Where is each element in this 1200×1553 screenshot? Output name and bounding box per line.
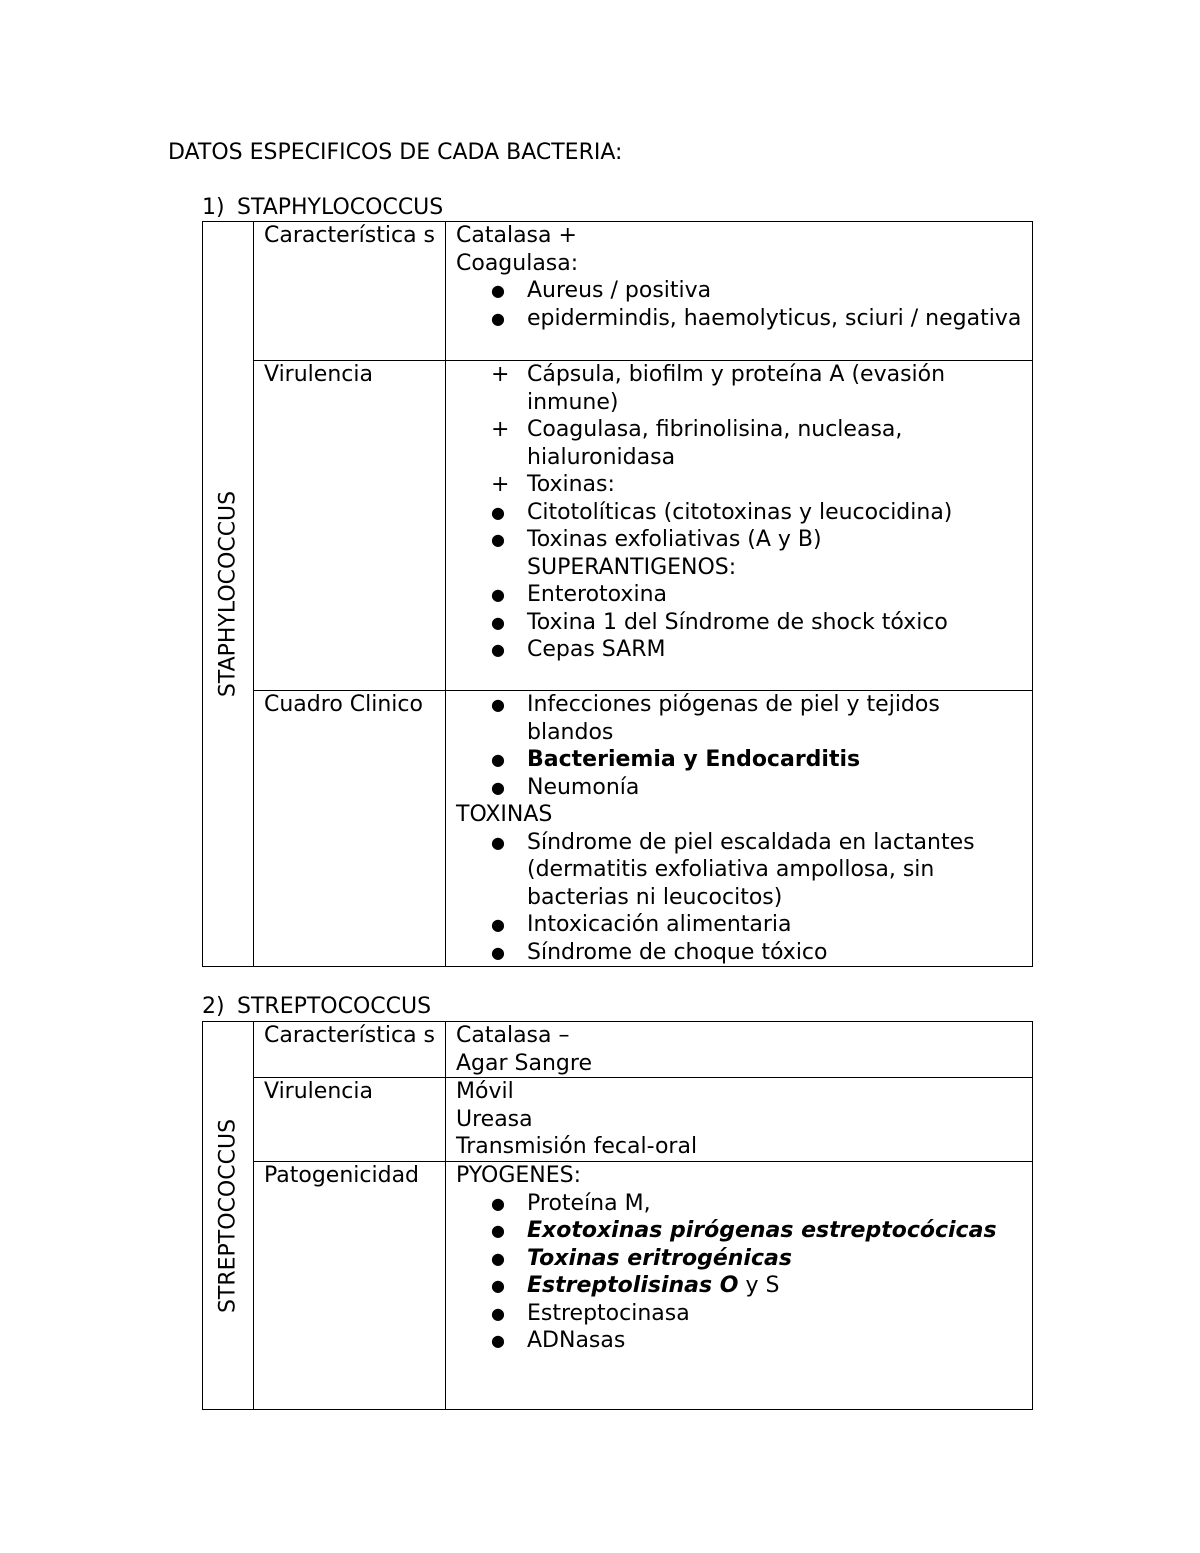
row-label-caracteristicas: Característica s — [254, 222, 446, 361]
table-row — [203, 1078, 1033, 1162]
table-row — [203, 691, 1033, 967]
row-content-patogenicidad — [446, 1162, 1033, 1410]
text-line: Transmisión fecal-oral — [456, 1134, 698, 1159]
bullet-icon: ● — [491, 1331, 505, 1350]
row-label-cuadro-clinico: Cuadro Clinico — [254, 691, 446, 967]
section-title-text: STREPTOCOCCUS — [237, 994, 432, 1019]
list-item: + Coagulasa, fibrinolisina, nucleasa, hialuronidasa — [491, 417, 903, 470]
list-item: ● Estreptocinasa — [491, 1300, 690, 1326]
text-line: Ureasa — [456, 1106, 533, 1132]
row-content-virulencia — [446, 361, 1033, 691]
sub-list-item: ● Cepas SARM — [491, 637, 666, 662]
bullet-icon: ● — [491, 1193, 505, 1213]
plus-icon: + — [491, 362, 510, 387]
staphylococcus-table — [202, 221, 1033, 967]
list-item: ● Infecciones piógenas de piel y tejidos blandos — [491, 692, 940, 745]
text-line: Catalasa – — [456, 1023, 570, 1048]
row-label-caracteristicas: Característica s — [254, 1022, 446, 1078]
list-item: ● ADNasas — [491, 1328, 626, 1353]
bullet-icon: ● — [491, 502, 505, 522]
table-row — [203, 222, 1033, 361]
bullet-icon: ● — [491, 832, 505, 852]
plus-icon: + — [491, 472, 510, 497]
row-label-virulencia: Virulencia — [254, 1078, 446, 1162]
bullet-icon: ● — [491, 942, 505, 962]
list-item: + Cápsula, biofilm y proteína A (evasión inmune) — [491, 362, 946, 415]
sub-list-item: ● Toxinas exfoliativas (A y B) — [491, 527, 822, 552]
row-content-caracteristicas — [446, 222, 1033, 361]
row-content-caracteristicas — [446, 1022, 1033, 1078]
bullet-icon: ● — [491, 308, 505, 328]
section-title-staphylococcus — [202, 194, 443, 222]
bullet-icon: ● — [491, 530, 505, 549]
pyogenes-label: PYOGENES: — [456, 1163, 582, 1188]
list-item: ● Síndrome de piel escaldada en lactantes (dermatitis exfoliativa ampollosa, sin bacterias ni leucocitos) — [491, 829, 975, 910]
side-label-cell — [203, 1022, 254, 1410]
sub-list-item: ● Citotolíticas (citotoxinas y leucocidina) — [491, 499, 953, 525]
bullet-icon: ● — [491, 1276, 505, 1295]
list-item: ● Síndrome de choque tóxico — [491, 939, 828, 965]
bullet-icon: ● — [491, 612, 505, 632]
section-title-streptococcus — [202, 993, 431, 1021]
bullet-icon: ● — [491, 695, 505, 714]
superantigen-label: SUPERANTIGENOS: — [527, 554, 737, 580]
bullet-icon: ● — [491, 1221, 505, 1240]
side-label-cell — [203, 222, 254, 967]
bullet-icon: ● — [491, 1248, 505, 1268]
row-label-virulencia: Virulencia — [254, 361, 446, 691]
list-item: ● Aureus / positiva — [491, 278, 712, 303]
side-label: STREPTOCOCCUS — [215, 1118, 241, 1313]
table-row — [203, 1162, 1033, 1410]
list-item: + Toxinas: — [491, 472, 615, 497]
list-item: ● Toxinas eritrogénicas — [491, 1245, 792, 1271]
sub-list-item: ● Toxina 1 del Síndrome de shock tóxico — [491, 609, 948, 635]
streptococcus-table — [202, 1021, 1033, 1410]
toxinas-label: TOXINAS — [456, 802, 553, 827]
list-item: ● epidermindis, haemolyticus, sciuri / negativa — [491, 305, 1022, 331]
section-number: 1) — [202, 195, 225, 220]
table-row — [203, 1022, 1033, 1078]
list-item: ● Exotoxinas pirógenas estreptocócicas — [491, 1218, 997, 1243]
section-title-text: STAPHYLOCOCCUS — [237, 195, 444, 220]
list-item: ● Intoxicación alimentaria — [491, 912, 792, 937]
list-item: ● Bacteriemia y Endocarditis — [491, 747, 861, 772]
table-row — [203, 361, 1033, 691]
list-item: ● Proteína M, — [491, 1190, 651, 1216]
page-heading: DATOS ESPECIFICOS DE CADA BACTERIA: — [168, 140, 623, 165]
bullet-icon: ● — [491, 281, 505, 300]
row-label-patogenicidad: Patogenicidad — [254, 1162, 446, 1410]
plus-icon: + — [491, 417, 510, 442]
bullet-icon: ● — [491, 640, 505, 659]
row-content-virulencia — [446, 1078, 1033, 1162]
bullet-icon: ● — [491, 915, 505, 934]
list-item: ● Neumonía — [491, 774, 640, 800]
bullet-icon: ● — [491, 1303, 505, 1323]
bullet-icon: ● — [491, 585, 505, 604]
text-line: Coagulasa: — [456, 250, 579, 276]
text-line: Catalasa + — [456, 223, 577, 248]
side-label: STAPHYLOCOCCUS — [215, 490, 241, 698]
bullet-icon: ● — [491, 777, 505, 797]
sub-list-item: ● Enterotoxina — [491, 582, 667, 607]
list-item: ● Estreptolisinas O y S — [491, 1273, 780, 1298]
section-number: 2) — [202, 994, 225, 1019]
bullet-icon: ● — [491, 750, 505, 769]
row-content-cuadro-clinico — [446, 691, 1033, 967]
text-line: Móvil — [456, 1079, 514, 1104]
text-line: Agar Sangre — [456, 1050, 592, 1076]
